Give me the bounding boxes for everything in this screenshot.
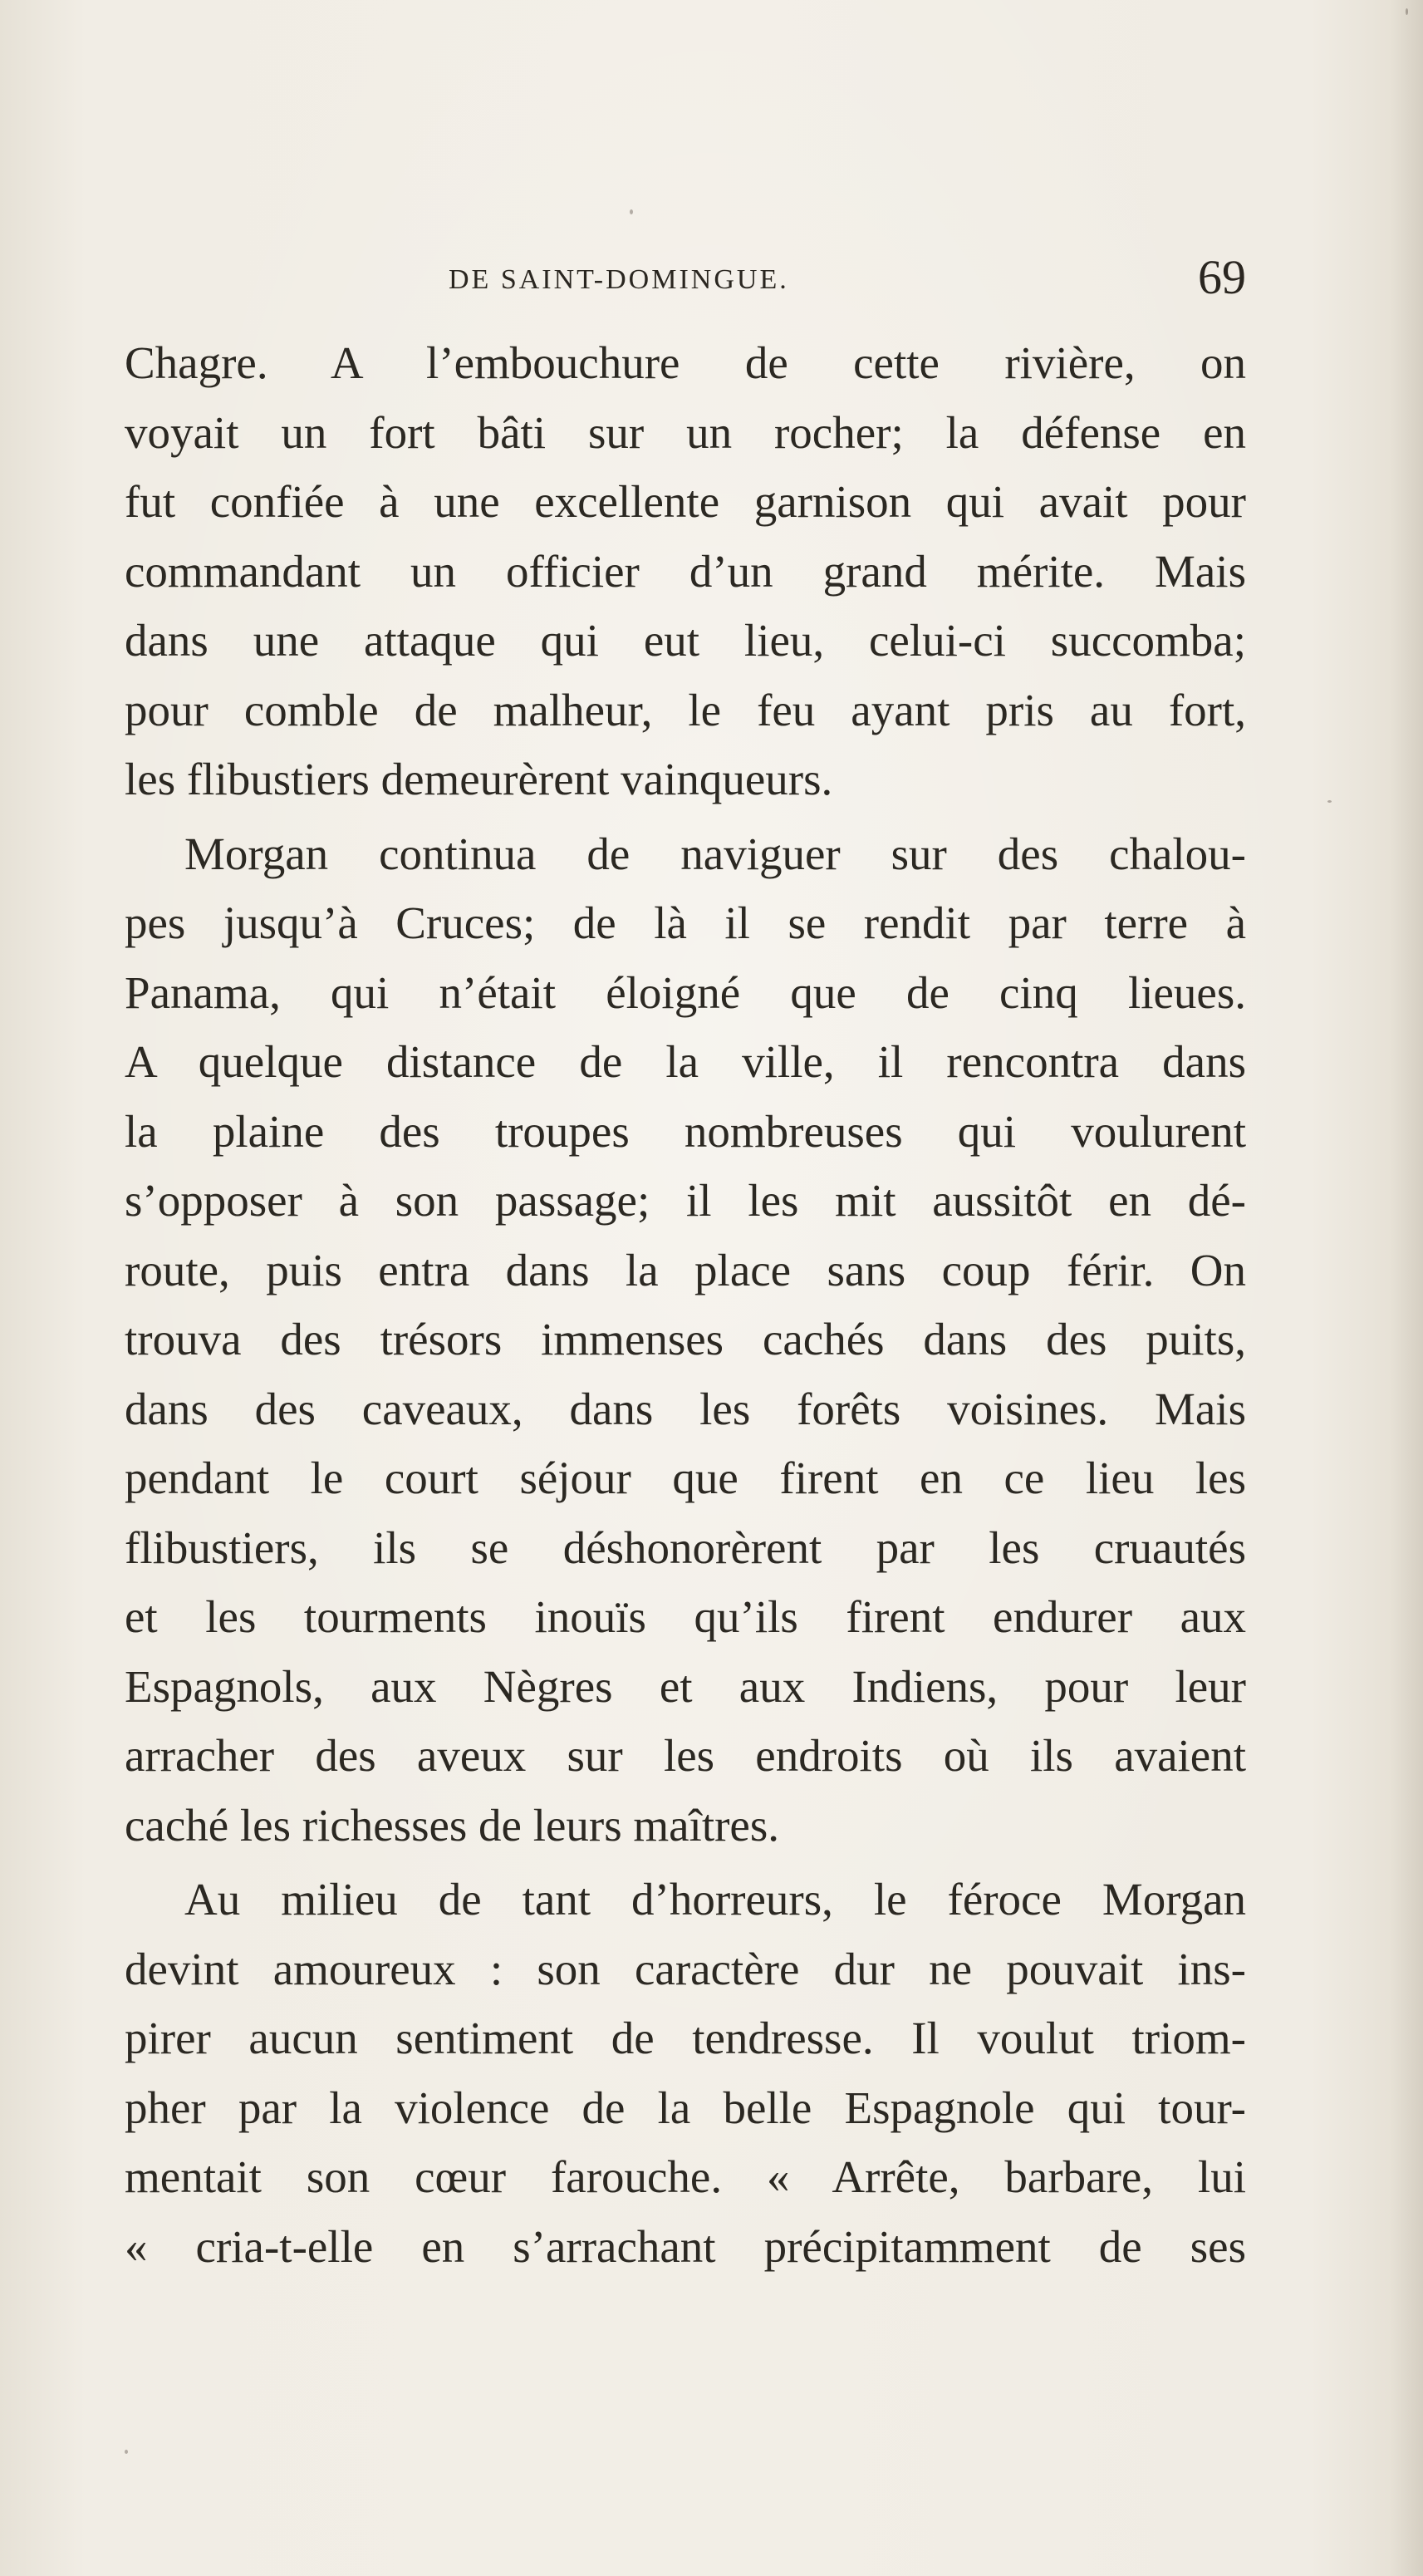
text-line: voyait un fort bâti sur un rocher; la défense en — [125, 406, 1246, 458]
page-number: 69 — [1198, 250, 1246, 304]
text-line: arracher des aveux sur les endroits où ils avaient — [125, 1730, 1246, 1781]
running-title: DE SAINT-DOMINGUE. — [449, 264, 789, 295]
text-line: Au milieu de tant d’horreurs, le féroce Morgan — [184, 1874, 1246, 1925]
text-line: pendant le court séjour que firent en ce lieu les — [125, 1453, 1246, 1503]
paper-speck — [125, 2450, 128, 2454]
text-line: route, puis entra dans la place sans coup férir. On — [125, 1244, 1246, 1295]
text-line: mentait son cœur farouche. « Arrête, barbare, lui — [125, 2151, 1246, 2202]
text-line: Morgan continua de naviguer sur des chalou- — [184, 828, 1246, 879]
text-line: la plaine des troupes nombreuses qui voulurent — [125, 1105, 1246, 1157]
text-line: Chagre. A l’embouchure de cette rivière, on — [125, 337, 1246, 388]
text-line: commandant un officier d’un grand mérite. Mais — [125, 545, 1246, 597]
text-line: caché les richesses de leurs maîtres. — [125, 1799, 779, 1851]
text-line: pher par la violence de la belle Espagnole qui tour- — [125, 2082, 1246, 2133]
text-line: flibustiers, ils se déshonorèrent par les cruautés — [125, 1522, 1246, 1573]
text-line: Espagnols, aux Nègres et aux Indiens, pour leur — [125, 1660, 1246, 1712]
running-head — [125, 250, 1246, 314]
text-line: et les tourments inouïs qu’ils firent endurer aux — [125, 1591, 1246, 1642]
text-line: pirer aucun sentiment de tendresse. Il voulut triom- — [125, 2013, 1246, 2063]
paragraph-2 — [125, 819, 1246, 1861]
text-line: devint amoureux : son caractère dur ne pouvait ins- — [125, 1943, 1246, 1994]
body-text — [125, 328, 1246, 2281]
text-line: A quelque distance de la ville, il rencontra dans — [125, 1036, 1246, 1087]
text-line: les flibustiers demeurèrent vainqueurs. — [125, 754, 833, 804]
paragraph-3 — [125, 1865, 1246, 2281]
text-line: dans une attaque qui eut lieu, celui-ci succomba; — [125, 615, 1246, 666]
text-line: Panama, qui n’était éloigné que de cinq lieues. — [125, 966, 1246, 1018]
page-edge-shadow — [1390, 0, 1423, 2576]
text-line: dans des caveaux, dans les forêts voisines. Mais — [125, 1383, 1246, 1434]
text-line: « cria-t-elle en s’arrachant précipitamment de ses — [125, 2220, 1246, 2272]
paper-speck — [1327, 800, 1332, 803]
text-line: pour comble de malheur, le feu ayant pris au fort, — [125, 684, 1246, 735]
paper-speck — [630, 209, 633, 214]
text-line: s’opposer à son passage; il les mit aussitôt en dé- — [125, 1175, 1246, 1226]
paragraph-1 — [125, 328, 1246, 814]
text-line: trouva des trésors immenses cachés dans des puits, — [125, 1314, 1246, 1364]
paper-speck — [1406, 8, 1408, 15]
text-line: pes jusqu’à Cruces; de là il se rendit par terre à — [125, 897, 1246, 948]
text-line: fut confiée à une excellente garnison qui avait pour — [125, 476, 1246, 527]
